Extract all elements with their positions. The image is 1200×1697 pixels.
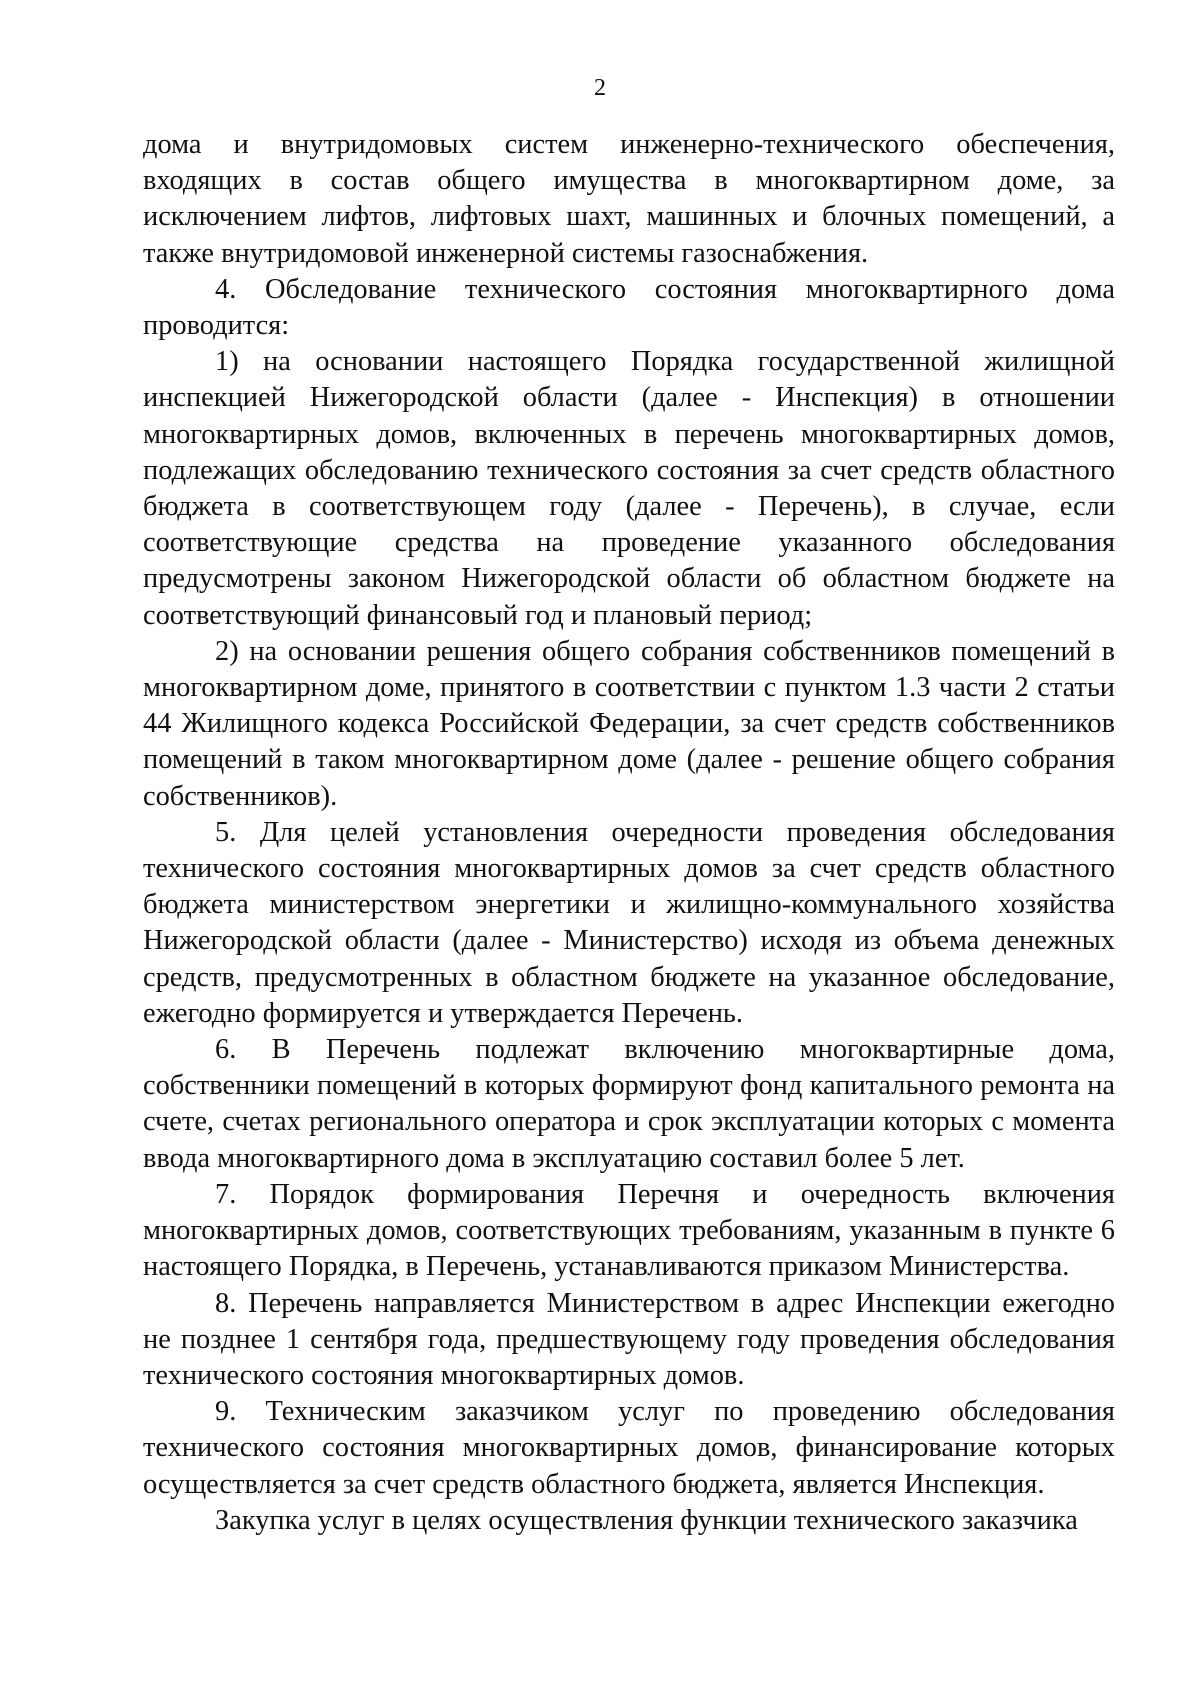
paragraph-procurement: Закупка услуг в целях осуществления функции технического заказчика (215, 1504, 1078, 1536)
paragraph-item-6: 6. В Перечень подлежат включению многоквартирные дома, собственники помещений в которых формируют фонд капитального ремонта на счете, счетах регионального оператора и срок эксплуатации которых с момента ввода многоквартирного дома в эксплуатацию составил более 5 лет. (143, 1034, 1115, 1174)
paragraph-item-4-2: 2) на основании решения общего собрания собственников помещений в многоквартирном доме, принятого в соответствии с пунктом 1.3 части 2 статьи 44 Жилищного кодекса Российской Федерации, за счет средств собственников помещений в таком многоквартирном доме (далее - решение общего собрания собственников). (143, 635, 1115, 812)
paragraph-item-5: 5. Для целей установления очередности проведения обследования технического состояния многоквартирных домов за счет средств областного бюджета министерством энергетики и жилищно-коммунального хозяйства Нижегородской области (далее - Министерство) исходя из объема денежных средств, предусмотренных в областном бюджете на указанное обследование, ежегодно формируется и утверждается Перечень. (143, 816, 1115, 1029)
paragraph-continuation: дома и внутридомовых систем инженерно-технического обеспечения, входящих в состав общего имущества в многоквартирном доме, за исключением лифтов, лифтовых шахт, машинных и блочных помещений, а также внутридомовой инженерной системы газоснабжения. (143, 129, 1115, 269)
paragraph-item-9: 9. Техническим заказчиком услуг по проведению обследования технического состояния многоквартирных домов, финансирование которых осуществляется за счет средств областного бюджета, является Инспекция. (143, 1396, 1115, 1500)
paragraph-item-7: 7. Порядок формирования Перечня и очередность включения многоквартирных домов, соответствующих требованиям, указанным в пункте 6 настоящего Порядка, в Перечень, устанавливаются приказом Министерства. (143, 1178, 1115, 1283)
paragraph-item-4: 4. Обследование технического состояния многоквартирного дома проводится: (143, 273, 1115, 342)
document-body (143, 127, 1115, 1539)
page-number: 2 (594, 75, 606, 101)
paragraph-item-4-1: 1) на основании настоящего Порядка государственной жилищной инспекцией Нижегородской области (далее - Инспекция) в отношении многоквартирных домов, включенных в перечень многоквартирных домов, подлежащих обследованию технического состояния за счет средств областного бюджета в соответствующем году (далее - Перечень), в случае, если соответствующие средства на проведение указанного обследования предусмотрены законом Нижегородской области об областном бюджете на соответствующий финансовый год и плановый период; (143, 346, 1115, 631)
paragraph-item-8: 8. Перечень направляется Министерством в адрес Инспекции ежегодно не позднее 1 сентября года, предшествующему году проведения обследования технического состояния многоквартирных домов. (143, 1287, 1115, 1391)
